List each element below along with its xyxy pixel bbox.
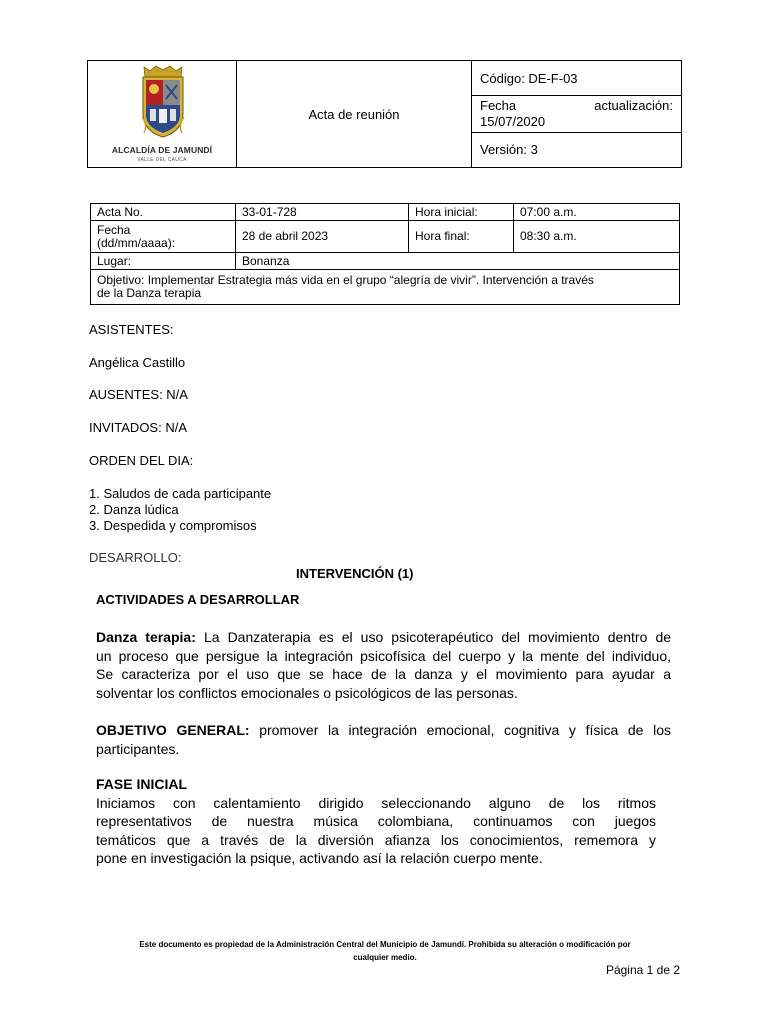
fase-inicial-paragraph [96, 775, 656, 868]
danza-line: solventar los conflictos emocionales o psicológicos de las personas. [96, 684, 518, 701]
lugar-value: Bonanza [236, 253, 680, 270]
orden-item: 3. Despedida y compromisos [89, 518, 257, 533]
footer-disclaimer [90, 938, 680, 964]
danza-line: La Danzaterapia es el uso psicoterapéutico del movimiento dentro de [203, 629, 672, 645]
fecha-label-line2: (dd/mm/aaaa): [97, 235, 176, 250]
orden-item: 2. Danza lúdica [89, 502, 179, 517]
acta-no-value: 33-01-728 [236, 204, 409, 221]
danza-terapia-paragraph [96, 628, 671, 702]
danza-terapia-label: Danza terapia: [96, 629, 196, 645]
hora-final-value: 08:30 a.m. [514, 221, 680, 253]
fecha-label: Fecha [480, 97, 517, 113]
actualizacion-label: actualización: [594, 97, 673, 113]
danza-line: un proceso que persigue la integración psicofísica del cuerpo y la mente del individuo, [96, 647, 671, 664]
actividades-heading: ACTIVIDADES A DESARROLLAR [96, 592, 300, 607]
fase-inicial-heading: FASE INICIAL [96, 776, 188, 792]
fase-inicial-line: representativos de nuestra música colombiana, continuamos con juegos [96, 813, 656, 829]
objetivo-general-line: promover la integración emocional, cognitiva y física de los [259, 722, 672, 738]
fecha-actualizacion-cell [472, 96, 682, 132]
logo-cell [88, 61, 237, 168]
version-cell: Versión: 3 [472, 132, 682, 167]
logo-name: ALCALDÍA DE JAMUNDÍ [111, 145, 213, 155]
desarrollo-heading: DESARROLLO: [89, 550, 182, 565]
fase-inicial-line: pone en investigación la psique, activando así la relación cuerpo mente. [96, 850, 543, 866]
document-header-table [87, 60, 682, 168]
logo-subtitle: VALLE DEL CAUCA [137, 157, 187, 163]
orden-item: 1. Saludos de cada participante [89, 486, 272, 501]
objetivo-general-line: participantes. [96, 740, 180, 757]
objetivo-cell [91, 270, 680, 305]
footer-line: Este documento es propiedad de la Administración Central del Municipio de Jamundí. Prohibida su alteración o modificación por [139, 940, 631, 949]
acta-info-table [90, 203, 680, 305]
lugar-label: Lugar: [91, 253, 236, 270]
page-number: Página 1 de 2 [605, 963, 680, 977]
asistentes-heading: ASISTENTES: [89, 322, 174, 337]
codigo-cell: Código: DE-F-03 [472, 61, 682, 96]
objetivo-general-label: OBJETIVO GENERAL: [96, 722, 250, 738]
objetivo-line2: de la Danza terapia [97, 286, 202, 300]
acta-no-label: Acta No. [91, 204, 236, 221]
fecha-value: 28 de abril 2023 [236, 221, 409, 253]
intervencion-heading: INTERVENCIÓN (1) [296, 566, 414, 581]
orden-heading: ORDEN DEL DIA: [89, 453, 194, 468]
fase-inicial-line: Iniciamos con calentamiento dirigido seleccionando alguno de los ritmos [96, 794, 656, 811]
ausentes-line: AUSENTES: N/A [89, 387, 188, 402]
invitados-line: INVITADOS: N/A [89, 420, 187, 435]
objetivo-general-paragraph [96, 721, 671, 758]
asistente-name: Angélica Castillo [89, 355, 186, 370]
objetivo-line1: Objetivo: Implementar Estrategia más vida en el grupo “alegría de vivir”. Intervención a través [97, 273, 594, 287]
doc-title: Acta de reunión [237, 61, 472, 168]
danza-line: Se caracteriza por el uso que se hace de la danza y el movimiento para ayudar a [96, 666, 671, 682]
hora-inicial-label: Hora inicial: [409, 204, 514, 221]
fecha-label-cell [91, 221, 236, 253]
fecha-actualizacion-value: 15/07/2020 [480, 113, 546, 129]
coat-of-arms-icon [140, 65, 186, 139]
hora-inicial-value: 07:00 a.m. [514, 204, 680, 221]
hora-final-label: Hora final: [409, 221, 514, 253]
fase-inicial-line: temáticos que a través de la diversión afianza los conocimientos, rememora y [96, 831, 656, 848]
orden-list [89, 486, 271, 534]
footer-line: cualquier medio. [353, 953, 417, 962]
fecha-label-line1: Fecha [97, 222, 131, 237]
